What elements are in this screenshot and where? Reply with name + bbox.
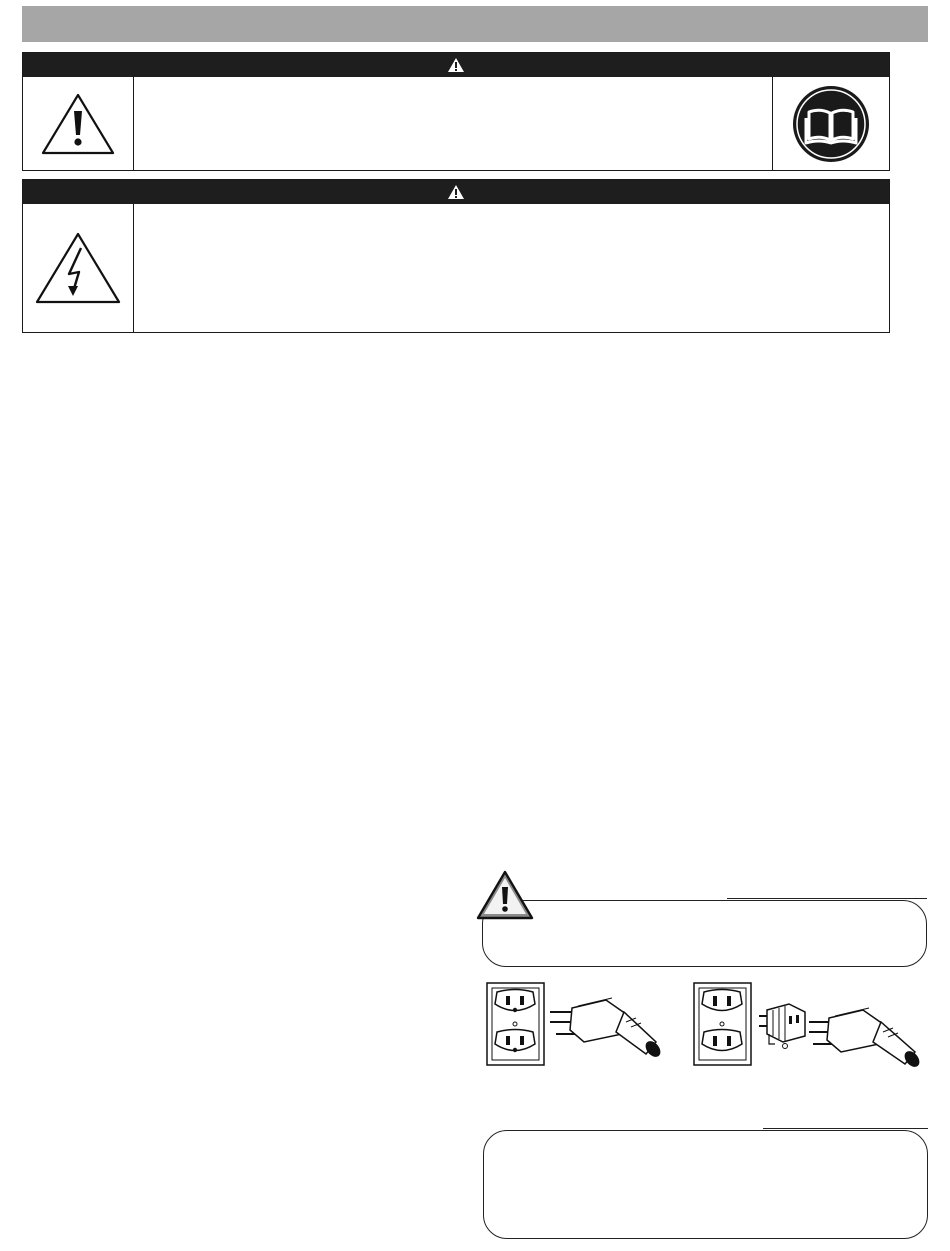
section-header-bar [22,6,928,42]
grounding-callout-2 [483,1130,928,1239]
warning-symbol-cell [23,77,134,170]
warning-banner [23,180,889,204]
warning-banner [23,53,889,77]
warning-triangle-icon [447,57,465,73]
warning-triangle-icon [476,870,534,920]
warning-box-general [22,52,890,171]
exclamation-triangle-icon [40,91,116,157]
shock-symbol-cell [23,204,134,332]
warning-box-electric [22,179,890,333]
read-manual-icon [791,84,871,164]
callout-rule [763,1128,928,1129]
warning-text [134,204,135,205]
section-title [22,6,23,7]
grounded-outlet-icon [487,983,544,1065]
warning-triangle-icon [447,184,465,200]
callout-rule [727,898,927,899]
electric-shock-icon [33,230,123,306]
three-prong-plug-icon [550,998,663,1060]
grounding-callout-1 [482,900,927,967]
manual-symbol-cell [772,77,889,170]
outlet-figure-grounded [486,982,671,1067]
warning-text [134,77,135,78]
outlet-figure-adapter [693,982,928,1077]
warning-text-cell [134,204,889,332]
grounded-outlet-icon [694,983,751,1065]
grounding-adapter-icon [759,1004,805,1049]
warning-text-cell [134,77,772,170]
three-prong-plug-icon [809,1008,922,1070]
